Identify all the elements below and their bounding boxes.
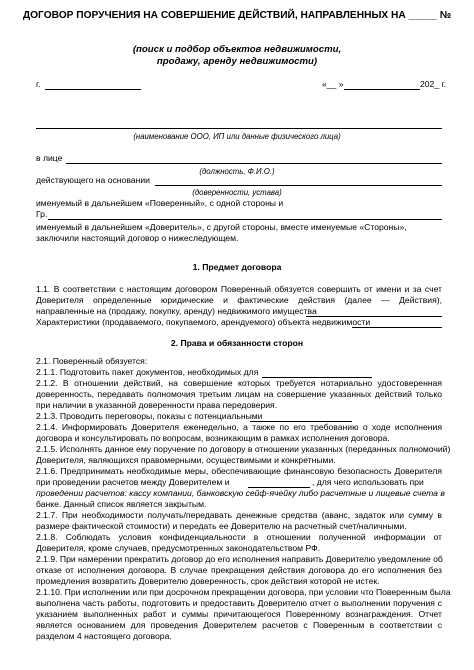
- section-2-line: 2.1.2. В отношении действий, на совершение которых требуется нотариально удостоверенная: [36, 378, 442, 388]
- section-2-line: 2.1.4. Информировать Доверителя еженедельно, а также по его требованию о ходе исполнения: [36, 422, 442, 432]
- basis-document-caption: (доверенности, устава): [192, 188, 282, 197]
- section-2-line: банке. Данный список является закрытым.: [36, 499, 207, 509]
- section-2-line: 2.1.9. При намерении прекратить договор до его исполнения направить Доверителю уведомление об: [36, 554, 443, 564]
- section-2-line: 2.1.3. Проводить переговоры, показы с потенциальными: [36, 411, 263, 421]
- acting-basis-blank: [155, 185, 442, 186]
- section-2-line: размере фактической стоимости) и передать ее Доверителю на расчетный счет/наличными.: [36, 521, 407, 531]
- section-1-line: направленные на (продажу, покупку, аренду) недвижимого имущества: [36, 306, 317, 316]
- section-1-line: 1.1. В соответствии с настоящим договором Поверенный обязуется совершить от имени и за счет: [36, 284, 442, 294]
- in-person-label: в лице: [36, 153, 63, 163]
- section-2-line: проведении расчетов: кассу компании, банковскую сейф-ячейку либо расчетные и лицевые счета в: [36, 488, 445, 498]
- section-2-line: 2.1. Поверенный обязуется:: [36, 356, 148, 366]
- citizen-label: Гр.: [36, 209, 48, 219]
- section-2-line: Доверителя, кроме случаев, предусмотренных законодательством РФ.: [36, 543, 321, 553]
- section-2-line: является основанием для проведения Доверителем расчетов с Поверенным в соответствии с: [36, 620, 442, 630]
- section-2-line: промедления возвратить Доверителю доверенность, срок действия которой не истек.: [36, 576, 380, 586]
- date-month-blank: [344, 89, 420, 90]
- section-1-line: Доверителя определенные юридические и фактические действия (далее — Действия),: [36, 295, 442, 305]
- section-2-line: 2.1.7. При необходимости получать/передавать денежные средства (аванс, задаток или сумму в: [36, 510, 442, 520]
- document-title: ДОГОВОР ПОРУЧЕНИЯ НА СОВЕРШЕНИЕ ДЕЙСТВИЙ, НАПРАВЛЕННЫХ НА _____ №: [22, 10, 452, 21]
- section-2-line: 2.1.5. Исполнять данное ему поручение по договору в отношении указанных (переданных полномочий): [36, 444, 451, 454]
- org-name-blank: [36, 128, 442, 129]
- citizen-name-blank: [48, 219, 442, 220]
- section-2-line: при проведении расчетов между Доверителем и: [36, 477, 230, 487]
- section-2-heading: 2. Права и обязанности сторон: [170, 338, 304, 348]
- in-person-blank: [66, 163, 442, 164]
- section-2-line: указанием выполненных работ и суммы причитающегося Поверенному вознаграждения. Отчет: [36, 609, 442, 619]
- date-day-label: «__ »: [322, 79, 344, 89]
- section-2-line: 2.1.1. Подготовить пакет документов, необходимых для: [36, 367, 259, 377]
- section-2-line: 2.1.8. Соблюдать условия конфиденциальности в отношении полученной информации от: [36, 532, 442, 542]
- city-label: г.: [36, 79, 41, 89]
- document-subtitle-line-1: (поиск и подбор объектов недвижимости,: [132, 44, 342, 55]
- section-2-line: при наличии в указанной доверенности права передоверия.: [36, 400, 278, 410]
- section-2-line: договора и консультировать по вопросам, возникающим в рамках исполнения договора.: [36, 433, 390, 443]
- section-1-heading: 1. Предмет договора: [192, 262, 282, 272]
- concluded-statement: заключили настоящий договор о нижеследующем.: [36, 233, 239, 243]
- characteristics-blank: [352, 327, 442, 328]
- section-2-line: выполнена часть работы, подготовить и предоставить Доверителю отчет о выполнении поручения с: [36, 598, 442, 608]
- document-subtitle-line-2: продажу, аренду недвижимости): [156, 56, 318, 67]
- attorney-designation: именуемый в дальнейшем «Поверенный», с одной стороны и: [36, 198, 284, 208]
- position-caption: (должность, Ф.И.О.): [199, 167, 275, 176]
- section-2-line: 2.1.6. Предпринимать необходимые меры, обеспечивающие финансовую безопасность Доверителя: [36, 466, 442, 476]
- section-1-line: Характеристики (продаваемого, покупаемого, арендуемого) объекта недвижимости: [36, 317, 371, 327]
- principal-designation: именуемый в дальнейшем «Доверитель», с другой стороны, вместе именуемые «Стороны»,: [36, 222, 407, 232]
- section-2-line: , для чего использовать при: [312, 477, 424, 487]
- date-year-label: 202_ г.: [420, 79, 446, 89]
- section-2-line: доверенность, передавать полномочия третьим лицам на совершение указанных действий только: [36, 389, 442, 399]
- org-name-caption: (наименование ООО, ИП или данные физического лица): [133, 132, 341, 141]
- section-2-line: разделом 4 настоящего договора.: [36, 631, 172, 641]
- section-2-line: отказе от исполнения договора. В случае прекращения действия договора до его исполнения без: [36, 565, 442, 575]
- acting-basis-label: действующего на основании: [36, 175, 150, 185]
- city-blank: [45, 89, 141, 90]
- section-2-line: 2.1.10. При исполнении или при досрочном прекращении договора, при условии что Поверенным была: [36, 587, 451, 597]
- section-2-line: Доверителя, являющихся правомерными, осуществимыми и конкретными.: [36, 455, 336, 465]
